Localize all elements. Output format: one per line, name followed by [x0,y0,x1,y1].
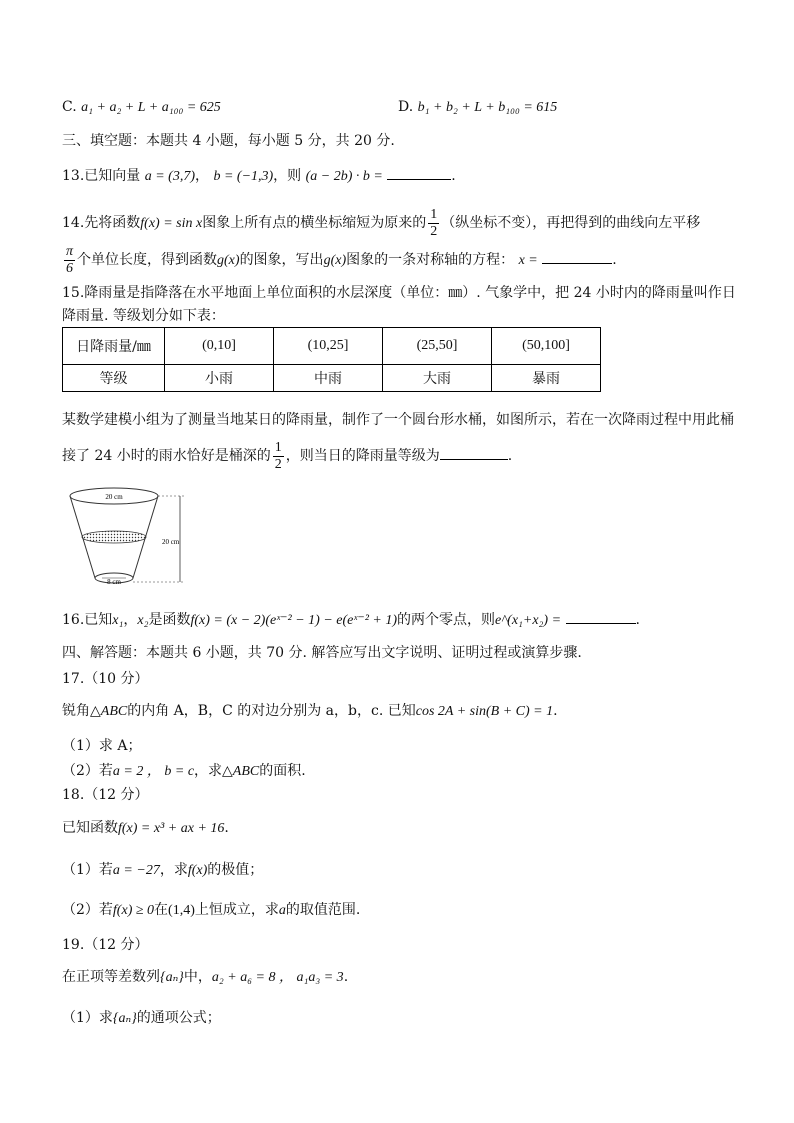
q17-p2-condition: a = 2 ， b = c [112,764,195,779]
q17-p2-b: ，求 [194,763,223,779]
option-c-expression: a₁ + a₂ + L + a₁₀₀ = 625 [81,100,221,115]
table-header-rainfall: 日降雨量/㎜ [63,328,165,365]
option-c-label: C. [62,99,77,115]
q15-line1: 15.降雨量是指降落在水平地面上单位面积的水层深度（单位：㎜）. 气象学中，把 24 小时内的降雨量叫作日 [62,285,736,301]
q18-part2 [62,900,360,921]
q14-line2-b: 的图象，写出 [239,252,324,268]
q15-line3: 某数学建模小组为了测量当地某日的降雨量，制作了一个圆台形水桶，如图所示，若在一次降雨过程中用此桶 [62,412,734,428]
section4-heading: 四、解答题：本题共 6 小题，共 70 分. 解答应写出文字说明、证明过程或演算步骤. [62,645,582,661]
q15-answer-blank[interactable] [440,445,508,460]
q12-option-c [62,97,221,118]
question-14-line2 [62,242,617,279]
q14-line2-a: 个单位长度，得到函数 [77,252,218,268]
level-cell: 暴雨 [492,365,601,392]
q18-p2-d: 的取值范围. [285,902,361,918]
q13-vector-a: a = (3,7) [144,169,195,184]
q16-x1: x₁ [112,613,124,628]
q16-function: f(x) = (x − 2)(eˣ⁻² − 1) − e(eˣ⁻² + 1) [190,613,398,628]
q16-expression: e^(x₁+x₂) = [495,613,562,628]
q14-answer-blank[interactable] [542,249,612,264]
range-cell: (50,100] [492,328,601,365]
q14-line2-c: 图象的一条对称轴的方程： [346,252,515,268]
q18-p2-variable: a [278,903,286,918]
q19-stem [62,967,348,988]
q18-stem-end: . [224,820,229,836]
q19-sequence: {aₙ} [160,970,184,985]
q17-p2-c: 的面积. [259,763,306,779]
bottom-diameter-label: 8 cm [107,578,121,586]
q19-stem-a: 在正项等差数列 [62,969,160,985]
q18-function: f(x) = x³ + ax + 16 [118,821,225,836]
q18-p1-a: （1）若 [62,862,113,878]
top-diameter-label: 20 cm [105,493,123,501]
level-cell: 小雨 [165,365,274,392]
q14-fraction-pi6: $\frac{\pi}{6}$ [66,243,74,276]
q13-end: . [451,168,456,184]
q14-end: . [612,252,617,268]
q17-stem-a: 锐角 [62,703,90,719]
q19-stem-end: . [343,969,349,985]
q17-triangle: △ABC [90,704,128,719]
question-14-line1 [62,205,700,242]
q18-stem-a: 已知函数 [62,820,118,836]
q19-p1-a: （1）求 [62,1010,113,1026]
q12-option-d [398,97,557,118]
q16-b: 是函数 [148,612,191,628]
water-surface [82,531,146,543]
level-cell: 中雨 [274,365,383,392]
q13-expression: (a − 2b) · b = [305,169,383,184]
question-16 [62,609,640,631]
q18-p2-c: 上恒成立，求 [194,902,279,918]
q13-vector-b: b = (−1,3) [213,169,274,184]
option-d-expression: b₁ + b₂ + L + b₁₀₀ = 615 [417,100,558,115]
q18-header: 18.（12 分） [62,787,149,803]
q14-mid: 图象上所有点的横坐标缩短为原来的 [202,215,427,231]
question-13: 13.已知向量 a = (3,7)， b = (−1,3)，则 (a − 2b) · b = . [62,165,456,187]
q17-condition: cos 2A + sin(B + C) = 1 [415,704,554,719]
q18-p1-condition: a = −27 [112,863,160,878]
height-label: 20 cm [162,538,180,546]
q16-x2: x₂ [137,613,149,628]
q19-p1-sequence: {aₙ} [112,1011,137,1026]
q18-p1-c: 的极值； [207,862,264,878]
q16-answer-blank[interactable] [566,609,636,624]
q15-fraction-half: $\frac{1}{2}$ [274,439,282,472]
q19-stem-b: 中， [183,969,212,985]
q18-p2-condition: f(x) ≥ 0 [112,903,155,918]
q14-function-g: g(x) [217,253,240,268]
q14-x-eq: x = [518,253,538,268]
q15-line4 [62,438,512,474]
range-cell: (10,25] [274,328,383,365]
q13-prefix: 13.已知向量 [62,168,141,184]
q18-stem [62,818,229,839]
table-header-level: 等级 [63,365,165,392]
q15-line4-b: ，则当日的降雨量等级为 [285,448,440,464]
q16-prefix: 16.已知 [62,612,113,628]
range-cell: (0,10] [165,328,274,365]
q17-header: 17.（10 分） [62,671,149,687]
q16-c: 的两个零点，则 [397,612,496,628]
q15-line2: 降雨量. 等级划分如下表： [62,308,225,324]
q17-stem-b: 的内角 A，B，C 的对边分别为 a，b，c. 已知 [127,703,416,719]
q14-function-g2: g(x) [323,253,347,268]
q17-part1: （1）求 A； [62,738,142,754]
q14-function-f: f(x) = sin x [140,216,203,231]
range-cell: (25,50] [383,328,492,365]
q17-p2-a: （2）若 [62,763,113,779]
q15-line4-a: 接了 24 小时的雨水恰好是桶深的 [62,448,271,464]
q18-part1 [62,860,263,881]
q19-part1 [62,1008,221,1029]
level-cell: 大雨 [383,365,492,392]
q17-p2-triangle: △ABC [222,764,260,779]
frustum-bucket-figure [62,482,192,592]
q17-stem [62,701,558,722]
q17-part2 [62,761,306,782]
q16-separator: ， [123,612,138,628]
section3-heading: 三、填空题：本题共 4 小题，每小题 5 分，共 20 分. [62,133,395,149]
q13-ask-prefix: ，则 [273,168,302,184]
rainfall-level-table [62,327,601,392]
q14-prefix: 14.先将函数 [62,215,141,231]
option-d-label: D. [398,99,414,115]
q18-p2-interval: (1,4) [168,903,195,918]
q13-answer-blank[interactable] [387,165,451,180]
q16-end: . [635,612,640,628]
q15-end: . [507,448,513,464]
q18-p2-a: （2）若 [62,902,113,918]
q19-header: 19.（12 分） [62,937,149,953]
q18-p2-b: 在 [154,902,169,918]
q14-post: （纵坐标不变），再把得到的曲线向左平移 [441,215,701,231]
q18-p1-b: ，求 [159,862,188,878]
q17-stem-end: . [553,703,558,719]
q18-p1-function: f(x) [187,863,208,878]
q19-condition: a₂ + a₆ = 8 ， a₁a₃ = 3 [211,970,344,985]
q14-fraction-half: $\frac{1}{2}$ [430,206,438,239]
q19-p1-b: 的通项公式； [136,1010,221,1026]
